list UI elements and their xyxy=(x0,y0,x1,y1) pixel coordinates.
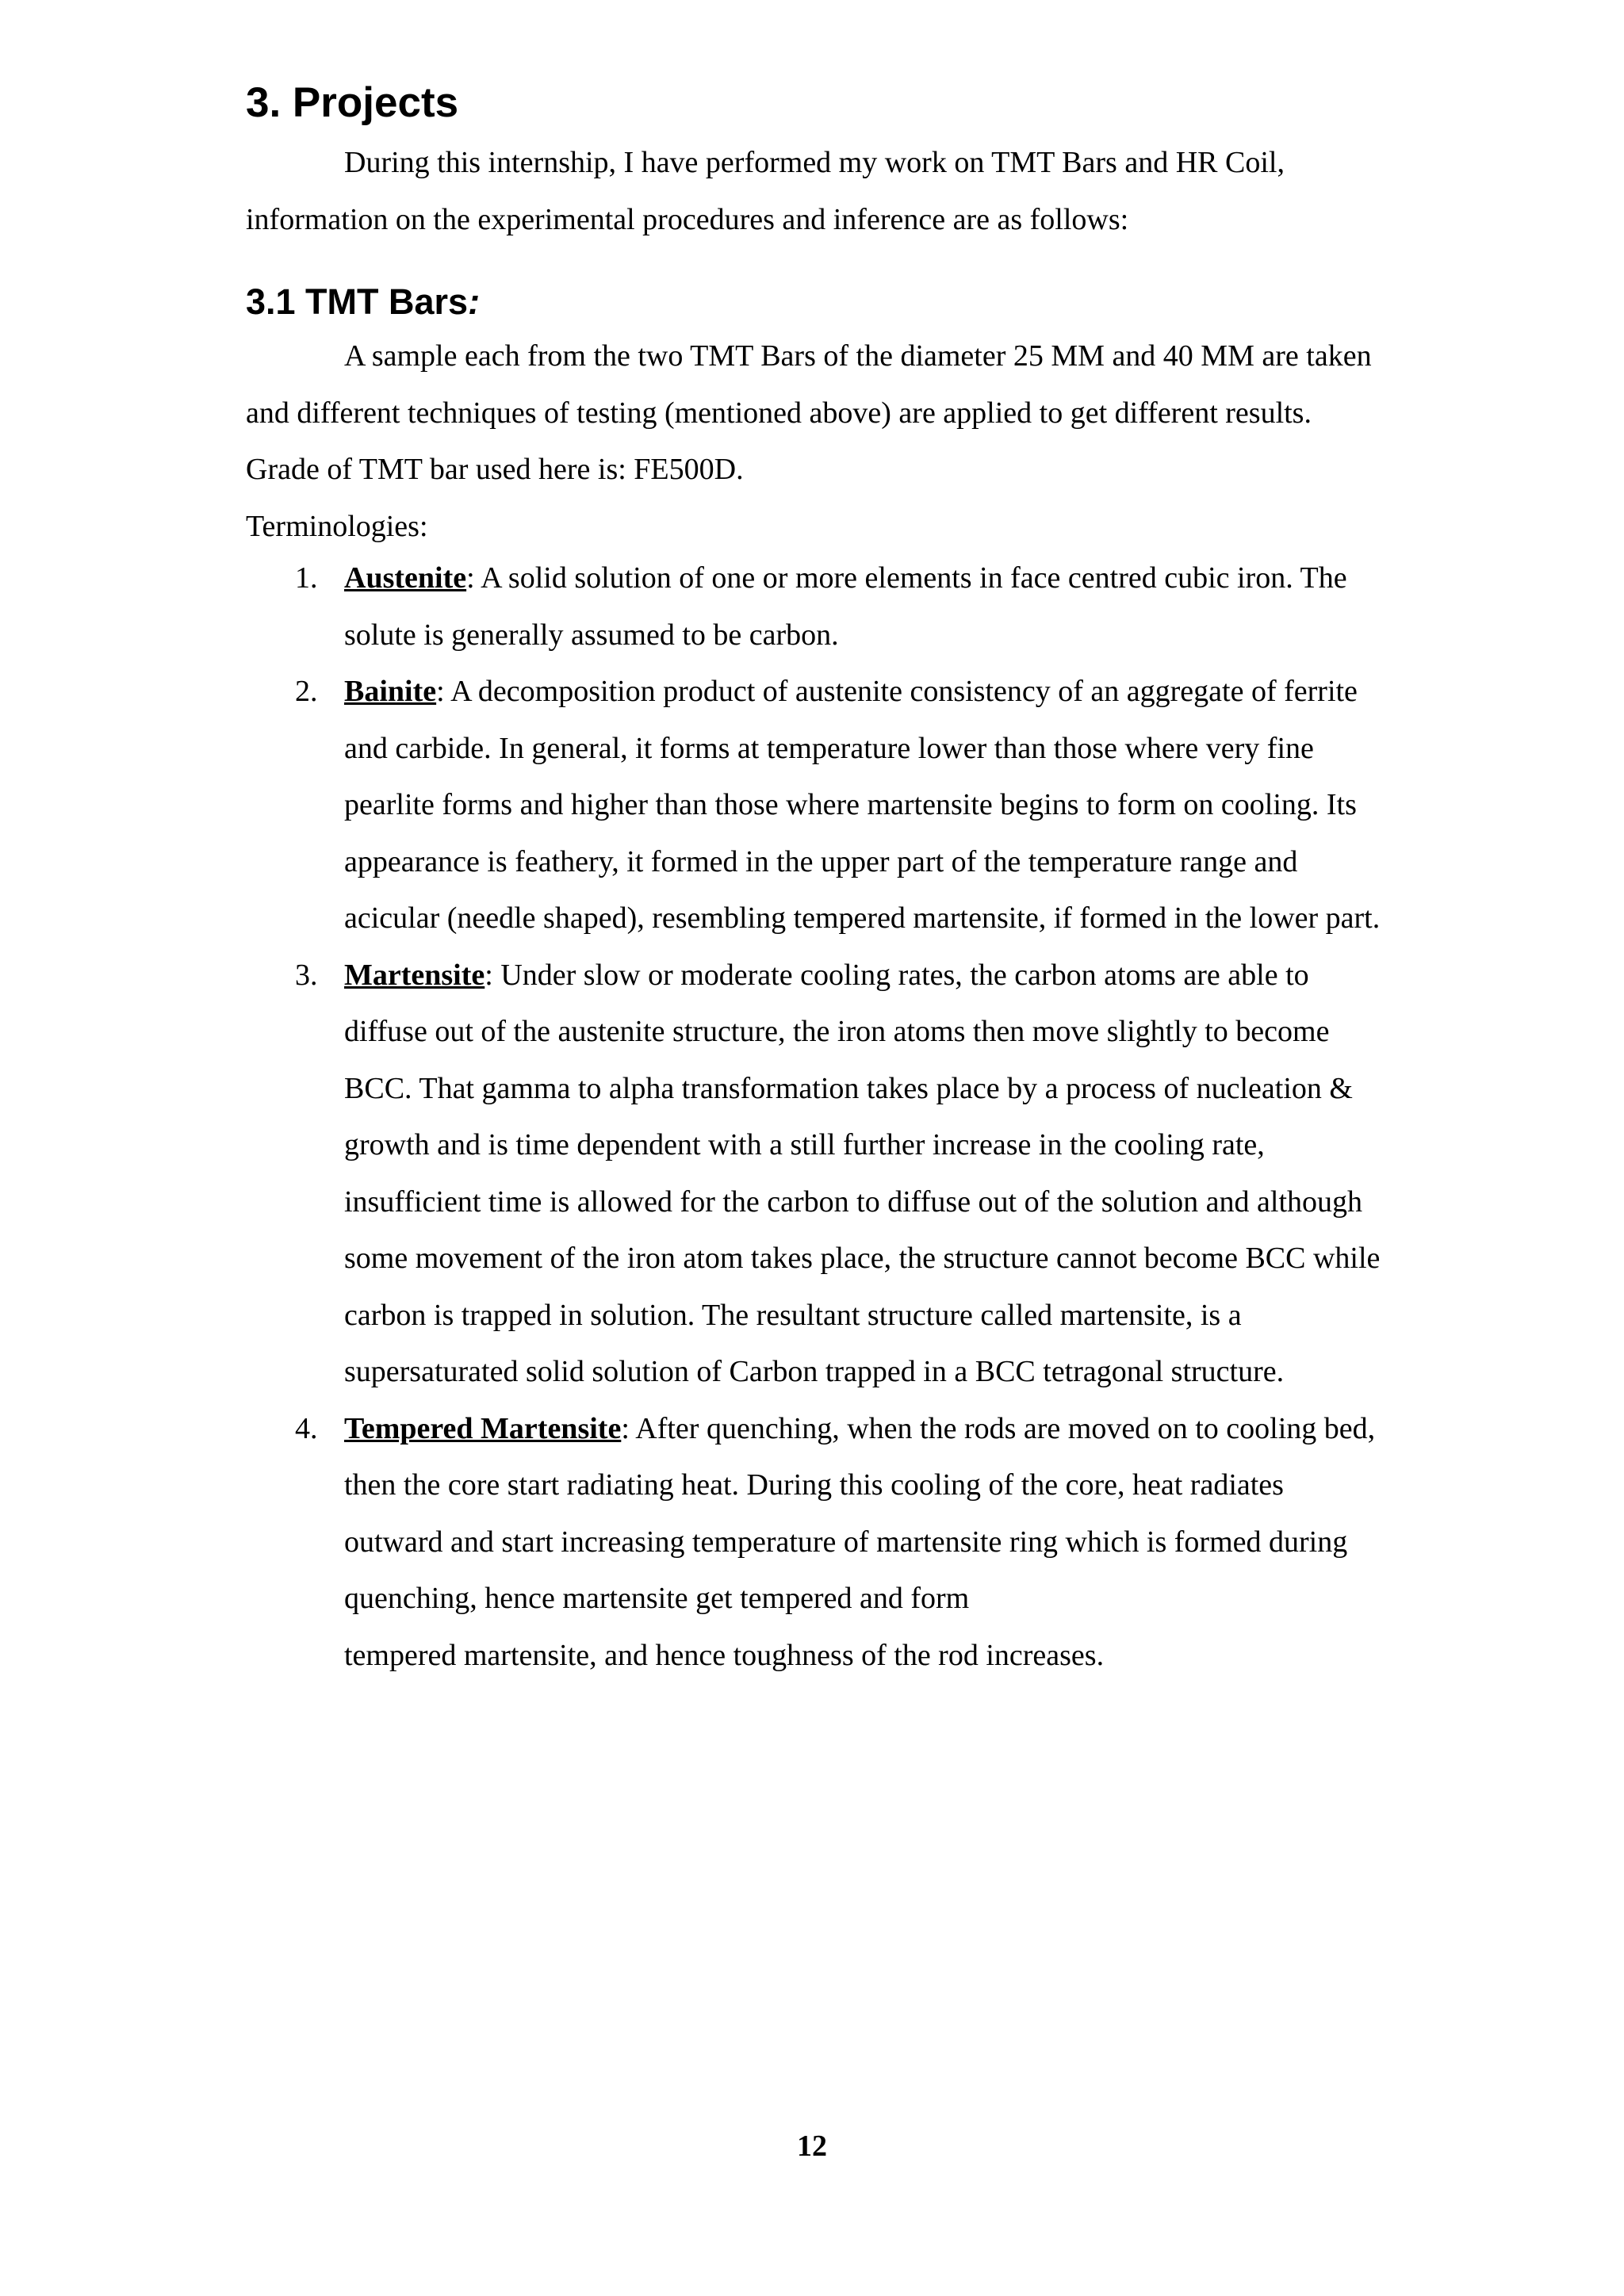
terminologies-list xyxy=(246,550,1483,1684)
term-number: 4. xyxy=(295,1411,318,1445)
term-name: Martensite xyxy=(344,958,485,992)
term-item-martensite xyxy=(246,947,1483,1401)
term-name: Bainite xyxy=(344,675,437,708)
term-name: Tempered Martensite xyxy=(344,1411,622,1445)
term-item-bainite xyxy=(246,664,1483,947)
term-number: 1. xyxy=(295,561,318,595)
subsection-heading xyxy=(246,276,480,328)
term-text-line: : After quenching, when the rods are moved on to cooling bed, xyxy=(621,1411,1376,1445)
term-text-line: supersaturated solid solution of Carbon trapped in a BCC tetragonal structure. xyxy=(344,1355,1285,1388)
term-text-line: BCC. That gamma to alpha transformation takes place by a process of nucleation & xyxy=(344,1071,1353,1105)
intro-paragraph xyxy=(246,135,1471,248)
term-text-line: : Under slow or moderate cooling rates, the carbon atoms are able to xyxy=(485,958,1309,992)
section-heading: 3. Projects xyxy=(246,79,459,126)
intro-line-1: During this internship, I have performed my work on TMT Bars and HR Coil, xyxy=(344,146,1285,179)
term-number: 2. xyxy=(295,675,318,708)
subsection-heading-colon: : xyxy=(468,281,481,322)
term-text-line: growth and is time dependent with a still further increase in the cooling rate, xyxy=(344,1128,1265,1161)
term-text-line: solute is generally assumed to be carbon. xyxy=(344,618,839,652)
tmt-intro-paragraph xyxy=(246,328,1471,555)
term-text-line: acicular (needle shaped), resembling tempered martensite, if formed in the lower part. xyxy=(344,901,1381,935)
term-item-austenite xyxy=(246,550,1483,664)
term-text-line: carbon is trapped in solution. The resultant structure called martensite, is a xyxy=(344,1298,1242,1332)
term-item-tempered-martensite xyxy=(246,1401,1483,1685)
term-text-line: diffuse out of the austenite structure, the iron atoms then move slightly to become xyxy=(344,1015,1330,1048)
intro-line-2: information on the experimental procedures and inference are as follows: xyxy=(246,202,1129,236)
term-text-line: : A decomposition product of austenite consistency of an aggregate of ferrite xyxy=(436,675,1358,708)
term-text-line: then the core start radiating heat. During this cooling of the core, heat radiates xyxy=(344,1468,1284,1502)
term-text-line: outward and start increasing temperature of martensite ring which is formed during xyxy=(344,1525,1348,1559)
term-text-line: : A solid solution of one or more elements in face centred cubic iron. The xyxy=(466,561,1347,595)
tmt-line-2: and different techniques of testing (mentioned above) are applied to get different results. xyxy=(246,396,1312,430)
terminologies-label: Terminologies: xyxy=(246,509,428,543)
tmt-line-1: A sample each from the two TMT Bars of the diameter 25 MM and 40 MM are taken xyxy=(344,339,1372,373)
term-text-line: insufficient time is allowed for the carbon to diffuse out of the solution and although xyxy=(344,1184,1363,1219)
term-text-line: and carbide. In general, it forms at temperature lower than those where very fine xyxy=(344,731,1314,765)
term-name: Austenite xyxy=(344,561,467,595)
term-text-line: some movement of the iron atom takes place, the structure cannot become BCC while xyxy=(344,1242,1381,1275)
tmt-line-3: Grade of TMT bar used here is: FE500D. xyxy=(246,453,744,486)
term-text-line: tempered martensite, and hence toughness of the rod increases. xyxy=(344,1638,1105,1672)
term-number: 3. xyxy=(295,958,318,992)
subsection-heading-text: 3.1 TMT Bars xyxy=(246,281,469,322)
term-text-line: appearance is feathery, it formed in the upper part of the temperature range and xyxy=(344,844,1298,878)
term-text-line: quenching, hence martensite get tempered and form xyxy=(344,1582,970,1615)
page-number: 12 xyxy=(797,2130,827,2163)
term-text-line: pearlite forms and higher than those where martensite begins to form on cooling. Its xyxy=(344,788,1357,821)
